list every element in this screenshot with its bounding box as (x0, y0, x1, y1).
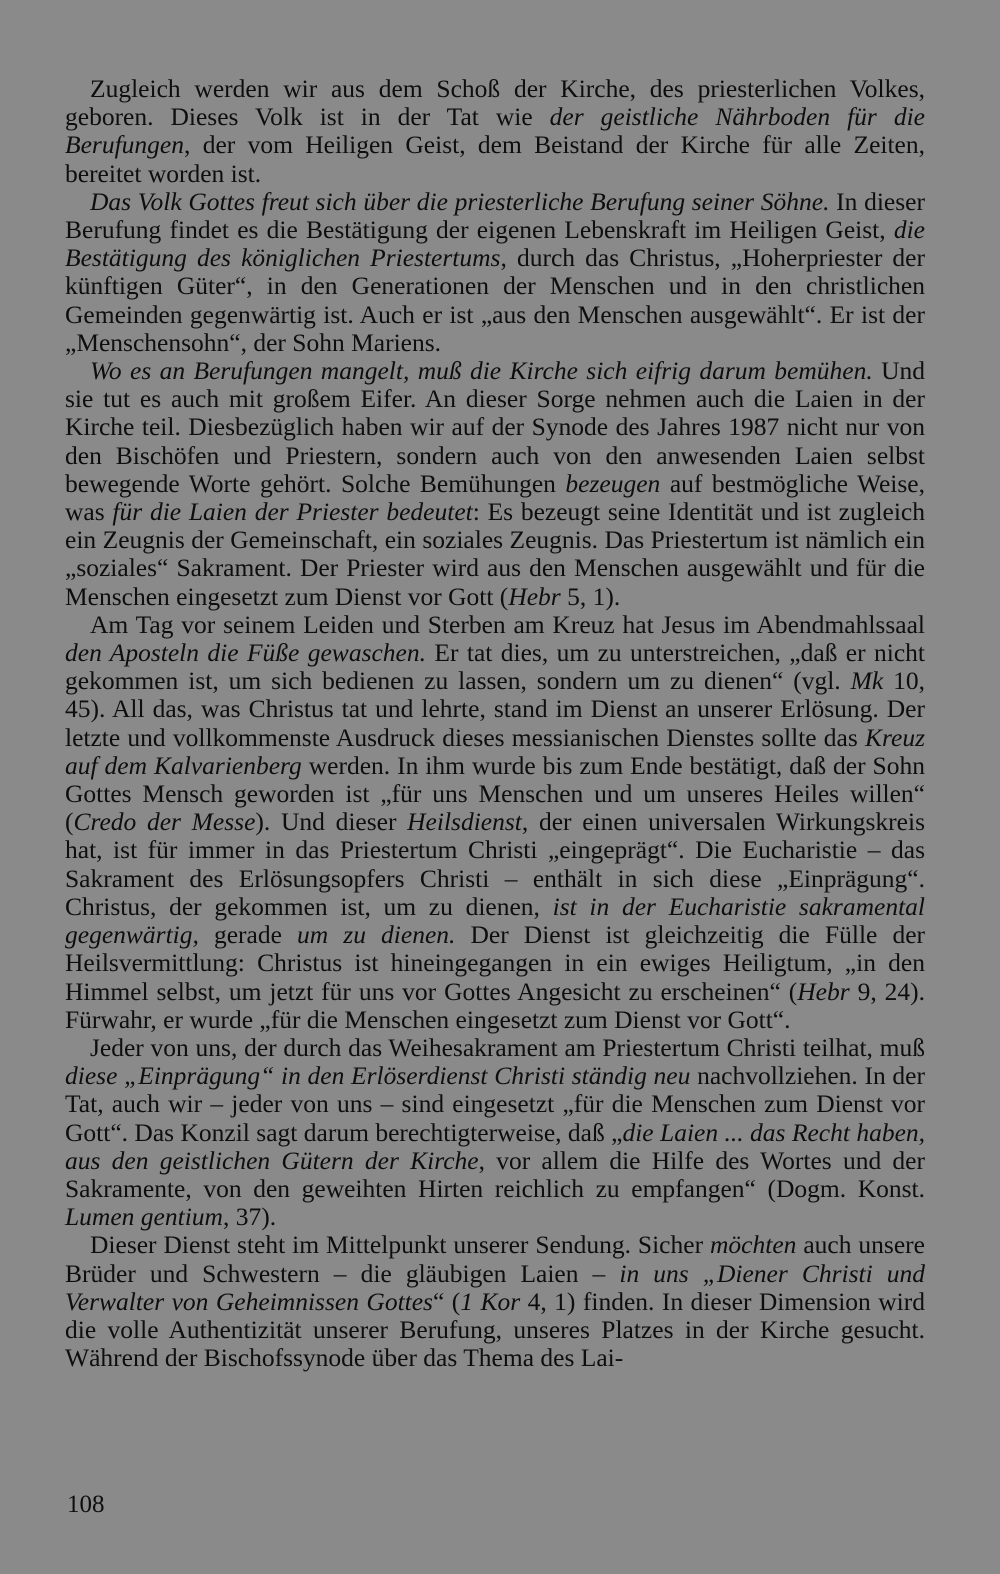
italic-text: Hebr (797, 976, 850, 1006)
paragraph (65, 357, 925, 611)
text-run: , der einen universalen Wirkungskreis hat, ist für immer in das Priestertum Christi „eingeprägt“. Die Eucharistie – das Sakrament des Erlösungsopfers Christi – enthält in sich diese „Einprägung“. Christus, der gekommen ist, um zu dienen, (65, 807, 925, 921)
text-run: auch unsere Brüder und Schwestern – die gläubigen Laien – (65, 1230, 925, 1288)
text-run: , durch das Christus, „Hoherpriester der künftigen Güter“, in den Generationen der Menschen und in den christlichen Gemeinden gegenwärtig ist. Auch er ist „aus den Menschen ausgewählt“. Er ist der „Menschensohn“, der Sohn Mariens. (65, 243, 925, 357)
italic-text: 1 Kor (460, 1286, 521, 1316)
italic-text: Mk (850, 666, 884, 696)
paragraph (65, 611, 925, 1034)
text-run: “ ( (432, 1286, 461, 1316)
text-run: Zugleich werden wir aus dem Schoß der Kirche, des priesterlichen Volkes, geboren. Dieses Volk ist in der Tat wie (65, 74, 925, 132)
text-run: In dieser Berufung findet es die Bestätigung der eigenen Lebenskraft im Heiligen Geist, (65, 186, 925, 245)
paragraph (65, 1231, 925, 1372)
text-run: Jeder von uns, der durch das Weihesakrament am Priestertum Christi teilhat, muß (90, 1032, 925, 1062)
italic-text: für die Laien der Priester bedeutet (112, 497, 473, 527)
italic-text: ist in der Eucharistie sakramental gegenwärtig, (65, 891, 925, 950)
text-run: Er tat dies, um zu unterstreichen, „daß er nicht gekommen ist, um sich bedienen zu lassen, sondern um zu dienen“ (vgl. (65, 638, 925, 696)
text-run: nachvollziehen. In der Tat, auch wir – jeder von uns – sind eingesetzt „für die Menschen zum Dienst vor Gott“. Das Konzil sagt darum berechtigterweise, daß „ (65, 1061, 925, 1147)
text-run: Am Tag vor seinem Leiden und Sterben am Kreuz hat Jesus im Abendmahlssaal (90, 609, 925, 639)
italic-text: um zu dienen. (297, 920, 456, 950)
text-run: Und sie tut es auch mit großem Eifer. An dieser Sorge nehmen auch die Laien in der Kirche teil. Diesbezüglich haben wir auf der Synode des Jahres 1987 nicht nur von den Bischöfen und Priestern, sondern auch von den anwesenden Laien selbst bewegende Worte gehört. Solche Bemühungen (65, 356, 925, 498)
text-run: 10, 45). All das, was Christus tat und lehrte, stand im Dienst an unserer Erlösung. Der letzte und vollkommenste Ausdruck dieses messianischen Dienstes sollte das (65, 666, 925, 752)
text-run: 4, 1) finden. In dieser Dimension wird die volle Authentizität unserer Berufung, unseres Platzes in der Kirche gesucht. Während der Bischofssynode über das Thema des Lai- (65, 1286, 925, 1373)
italic-text: Kreuz auf dem Kalvarienberg (65, 722, 925, 780)
italic-text: die Laien ... das Recht haben, aus den geistlichen Gütern der Kirche (65, 1117, 926, 1175)
italic-text: Wo es an Berufungen mangelt, muß die Kirche sich eifrig darum bemühen. (90, 356, 873, 386)
text-run: Der Dienst ist gleichzeitig die Fülle der Heilsvermittlung: Christus ist hineingegangen in ein ewiges Heiligtum, „in den Himmel selbst, um jetzt für uns vor Gottes Angesicht zu erscheinen“ ( (65, 920, 925, 1006)
page-body (65, 75, 925, 1372)
text-run: , vor allem die Hilfe des Wortes und der Sakramente, von den geweihten Hirten reichlich zu empfangen“ (Dogm. Konst. (65, 1145, 925, 1203)
italic-text: in uns „Diener Christi und Verwalter von Geheimnissen Gottes (65, 1258, 925, 1316)
text-run: , der vom Heiligen Geist, dem Beistand der Kirche für alle Zeiten, bereitet worden ist. (65, 130, 925, 188)
text-run: : Es bezeugt seine Identität und ist zugleich ein Zeugnis der Gemeinschaft, ein soziales Zeugnis. Das Priestertum ist nämlich ein „soziales“ Sakrament. Der Priester wird aus den Menschen ausgewählt und für die Menschen eingesetzt zum Dienst vor Gott ( (65, 497, 925, 611)
text-run: werden. In ihm wurde bis zum Ende bestätigt, daß der Sohn Gottes Mensch geworden ist „für uns Menschen und um unseres Heiles willen“ ( (65, 750, 925, 837)
text-run: ). Und dieser (255, 807, 408, 837)
paragraph (65, 188, 925, 357)
italic-text: den Aposteln die Füße gewaschen. (65, 638, 426, 668)
paragraph (65, 1034, 925, 1231)
italic-text: Das Volk Gottes freut sich über die priesterliche Berufung seiner Söhne. (90, 186, 830, 216)
text-run: , 37). (222, 1202, 277, 1232)
italic-text: Hebr (508, 581, 561, 611)
text-run: 9, 24). Fürwahr, er wurde „für die Menschen eingesetzt zum Dienst vor Gott“. (65, 976, 925, 1034)
italic-text: diese „Einprägung“ in den Erlöserdienst Christi ständig neu (65, 1061, 691, 1091)
italic-text: der geistliche Nährboden für die Berufungen (65, 102, 925, 160)
italic-text: möchten (710, 1230, 797, 1260)
italic-text: die Bestätigung des königlichen Priestertums (65, 215, 925, 273)
italic-text: bezeugen (565, 468, 661, 498)
text-run: gerade (198, 920, 298, 950)
page-number: 108 (67, 1491, 105, 1518)
italic-text: Credo der Messe (73, 807, 256, 837)
text-run: 5, 1). (560, 581, 621, 611)
italic-text: Heilsdienst (407, 807, 522, 837)
text-run: auf bestmögliche Weise, was (65, 468, 925, 527)
italic-text: Lumen gentium (65, 1202, 223, 1232)
text-run: Dieser Dienst steht im Mittelpunkt unserer Sendung. Sicher (90, 1230, 711, 1260)
paragraph (65, 75, 925, 188)
